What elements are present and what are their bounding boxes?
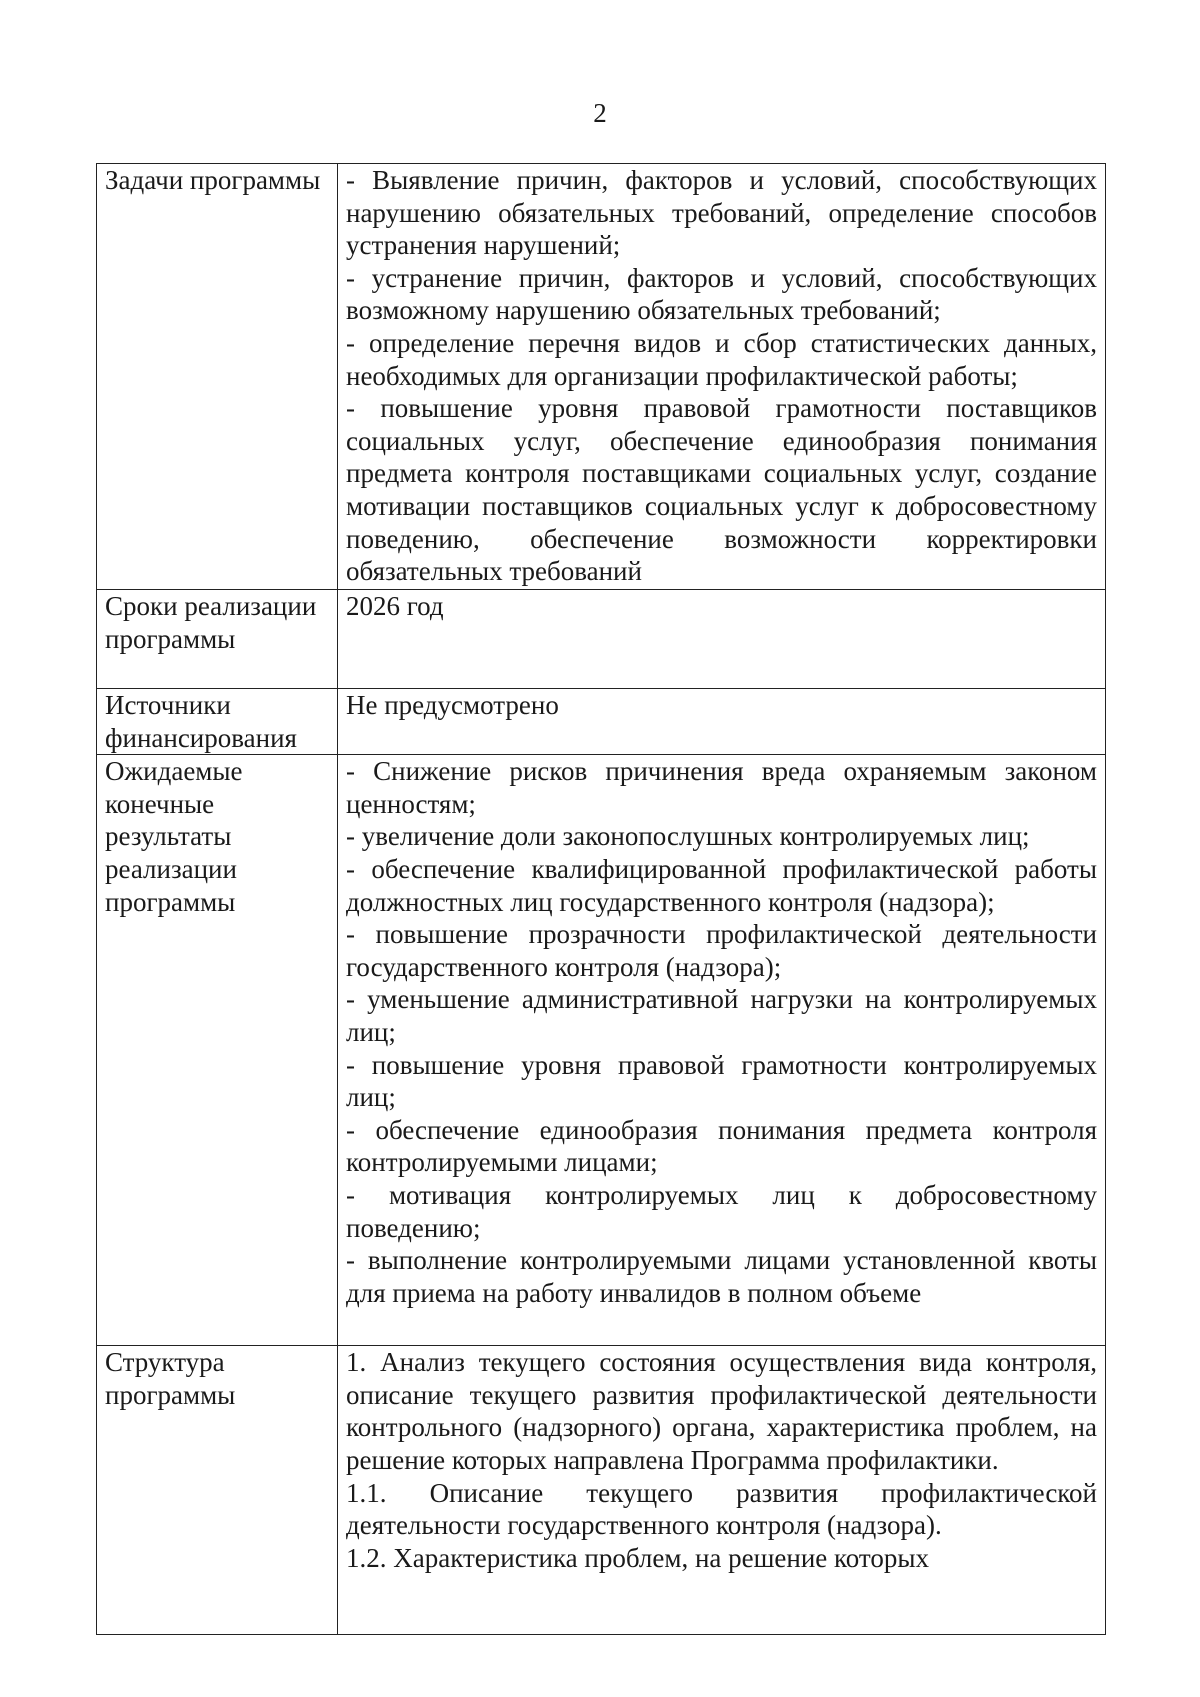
paragraph: - определение перечня видов и сбор статистических данных, необходимых для организации профилактической работы;	[346, 327, 1097, 391]
paragraph: - выполнение контролируемыми лицами установленной квоты для приема на работу инвалидов в полном объеме	[346, 1245, 1097, 1308]
paragraph: - повышение прозрачности профилактической деятельности государственного контроля (надзора);	[346, 919, 1097, 982]
paragraph: - повышение уровня правовой грамотности поставщиков социальных услуг, обеспечение единообразия понимания предмета контроля поставщиками социальных услуг, создание мотивации поставщиков социальных услуг к добросовестному поведению, обеспечение возможности корректировки обязательных требований	[346, 393, 1097, 587]
row-value	[338, 689, 1106, 755]
row-value	[338, 164, 1106, 590]
table-row-results	[97, 755, 1106, 1346]
row-value	[338, 755, 1106, 1346]
paragraph: - обеспечение единообразия понимания предмета контроля контролируемыми лицами;	[346, 1114, 1097, 1178]
row-value	[338, 590, 1106, 689]
paragraph: - уменьшение административной нагрузки на контролируемых лиц;	[346, 984, 1097, 1047]
paragraph: - устранение причин, факторов и условий, способствующих возможному нарушению обязательных требований;	[346, 262, 1097, 326]
row-label: Задачи программы	[97, 164, 338, 590]
paragraph: - увеличение доли законопослушных контролируемых лиц;	[346, 821, 1030, 852]
paragraph: 1.2. Характеристика проблем, на решение которых	[346, 1542, 929, 1573]
table-row-terms	[97, 590, 1106, 689]
paragraph: Не предусмотрено	[346, 690, 559, 720]
paragraph: 1. Анализ текущего состояния осуществления вида контроля, описание текущего развития профилактической деятельности контрольного (надзорного) органа, характеристика проблем, на решение которых направлена Программа профилактики.	[346, 1347, 1097, 1475]
table-row-funding	[97, 689, 1106, 755]
row-label: Источники финансирования	[97, 689, 338, 755]
page-number: 2	[593, 98, 607, 128]
paragraph: - мотивация контролируемых лиц к добросовестному поведению;	[346, 1179, 1097, 1243]
row-label: Структура программы	[97, 1346, 338, 1635]
table-row-structure	[97, 1346, 1106, 1635]
paragraph: - обеспечение квалифицированной профилактической работы должностных лиц государственного контроля (надзора);	[346, 853, 1097, 917]
table-row-tasks	[97, 164, 1106, 590]
row-label: Сроки реализации программы	[97, 590, 338, 689]
row-label: Ожидаемые конечные результаты реализации программы	[97, 755, 338, 1346]
row-value	[338, 1346, 1106, 1635]
paragraph: 1.1. Описание текущего развития профилактической деятельности государственного контроля (надзора).	[346, 1477, 1097, 1541]
paragraph: - Выявление причин, факторов и условий, способствующих нарушению обязательных требований, определение способов устранения нарушений;	[346, 165, 1097, 261]
paragraph: - повышение уровня правовой грамотности контролируемых лиц;	[346, 1049, 1097, 1113]
program-passport-table	[96, 163, 1106, 1635]
paragraph: - Снижение рисков причинения вреда охраняемым законом ценностям;	[346, 756, 1097, 819]
paragraph: 2026 год	[346, 591, 444, 621]
